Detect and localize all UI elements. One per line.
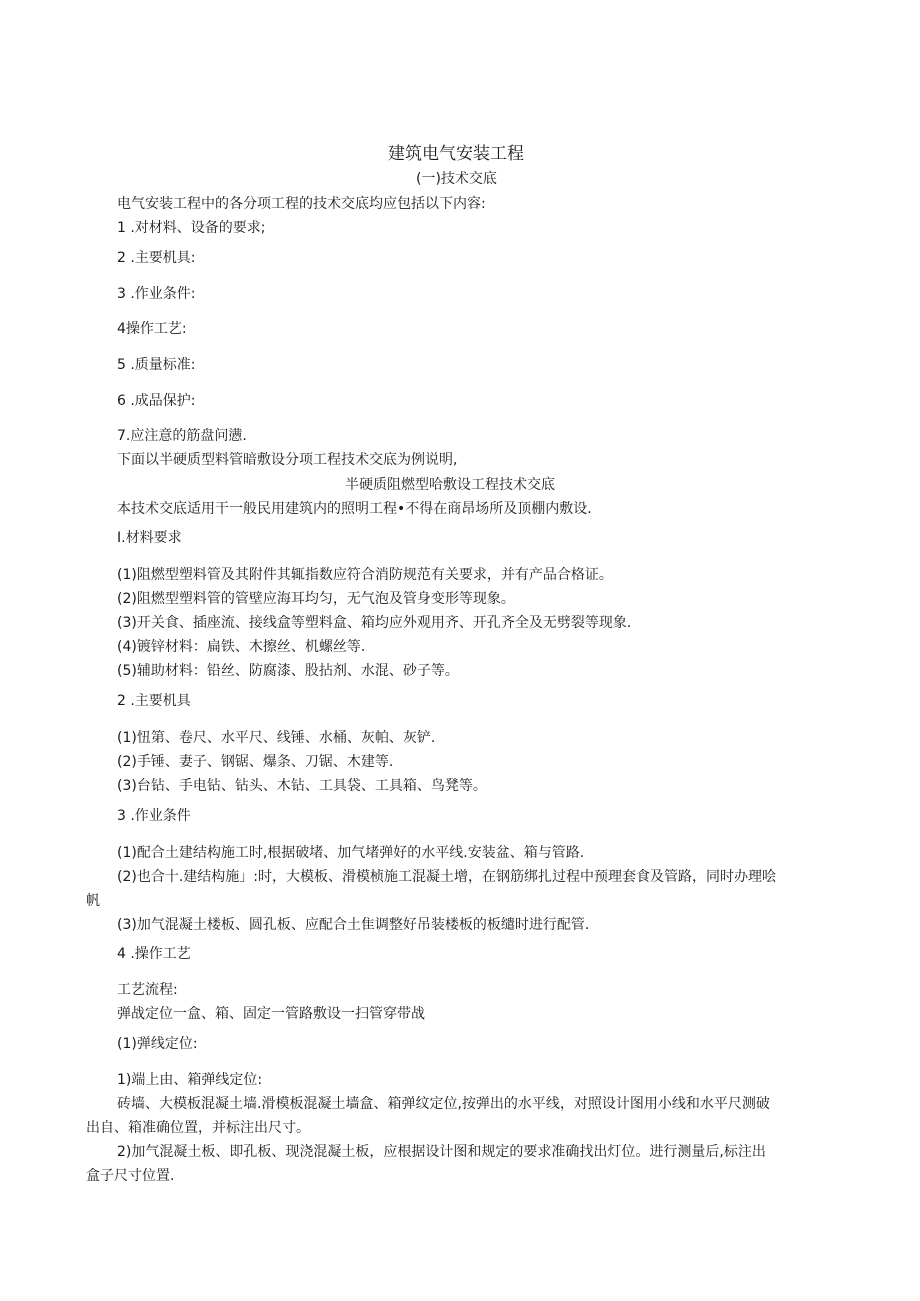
process-flow-label: 工艺流程: bbox=[117, 982, 178, 998]
outline-item: 6 .成品保护: bbox=[117, 393, 196, 409]
example-intro: 下面以半硬质型料管暗敷设分项工程技术交底为例说明, bbox=[117, 452, 458, 468]
list-item: (3)加气混凝土楼板、圆孔板、应配合土隹调整好吊装楼板的板缱时进行配管. bbox=[117, 917, 590, 933]
list-item: (2)手锤、妻子、钢锯、爆条、刀锯、木建等. bbox=[117, 754, 394, 770]
outline-item: 4操作工艺: bbox=[117, 321, 187, 337]
scope-paragraph: 本技术交底适用干一般民用建筑内的照明工程•不得在商昂场所及顶棚内敷设. bbox=[117, 501, 592, 517]
list-item-continuation: 帆 bbox=[86, 893, 100, 909]
list-item: (1)配合土建结构施工时,根据破堵、加气堵弹好的水平线.安装盆、箱与管路. bbox=[117, 845, 585, 861]
outline-item: 2 .主要机具: bbox=[117, 250, 196, 266]
list-item: (2)也合十.建结构施」:时，大模板、滑模桢施工混凝土增，在钢筋绑扎过程中预理套食及管路，同时办理哙 bbox=[117, 869, 776, 885]
outline-item: 7.应注意的筋盘问懑. bbox=[117, 428, 247, 444]
subheading: 1)端上由、箱弹线定位: bbox=[117, 1072, 263, 1088]
body-paragraph-continuation: 盒子尺寸位置. bbox=[86, 1168, 175, 1184]
outline-item: 1 .对材料、设备的要求; bbox=[117, 220, 266, 236]
section-heading-tools: 2 .主要机具 bbox=[117, 693, 191, 709]
intro-paragraph: 电气安装工程中的各分项工程的技术交底均应包括以下内容: bbox=[117, 196, 486, 212]
section-heading-materials: I.材料要求 bbox=[117, 530, 182, 546]
section-heading-conditions: 3 .作业条件 bbox=[117, 808, 191, 824]
body-paragraph: 2)加气混凝土板、即孔板、现浇混凝土板，应根据设计图和规定的要求准确找出灯位。进行测量后,标注出 bbox=[117, 1144, 766, 1160]
section-heading-process: 4 .操作工艺 bbox=[117, 946, 191, 962]
list-item: (2)阻燃型塑料管的管壁应海耳均匀，无气泡及管身变形等现象。 bbox=[117, 591, 515, 607]
list-item: (1)忸第、卷尺、水平尺、线锤、水桶、灰帕、灰铲. bbox=[117, 730, 436, 746]
list-item: (3)开关食、插座流、接线盒等塑料盒、箱均应外观用齐、开孔齐全及无劈裂等现象. bbox=[117, 615, 632, 631]
body-paragraph-continuation: 出自、箱准确位置，并标注出尺寸。 bbox=[86, 1120, 310, 1136]
outline-item: 5 .质量标准: bbox=[117, 357, 196, 373]
outline-item: 3 .作业条件: bbox=[117, 286, 196, 302]
list-item: (5)辅助材料：铅丝、防腐漆、股拈剂、水混、砂子等。 bbox=[117, 663, 459, 679]
body-paragraph: 砖墙、大模板混凝土墙.滑模板混凝土墙盒、箱弹纹定位,按弹出的水平线，对照设计图用小线和水平尺测破 bbox=[117, 1096, 770, 1112]
doc-subtitle: (一)技术交底 bbox=[416, 171, 497, 187]
example-title: 半硬质阻燃型哈敷设工程技术交底 bbox=[345, 477, 555, 493]
subheading: (1)弹线定位: bbox=[117, 1036, 198, 1052]
process-flow: 弹战定位一盒、箱、固定一管路敷设一扫管穿带战 bbox=[117, 1006, 425, 1022]
doc-title: 建筑电气安装工程 bbox=[388, 144, 524, 164]
list-item: (4)镀锌材料：扁铁、木擦丝、机螺丝等. bbox=[117, 639, 366, 655]
list-item: (1)阻燃型塑料管及其附件其辄指数应符合消防规范有关要求，并有产品合格证。 bbox=[117, 567, 613, 583]
list-item: (3)台钻、手电钻、钻头、木钻、工具袋、工具箱、鸟凳等。 bbox=[117, 778, 487, 794]
